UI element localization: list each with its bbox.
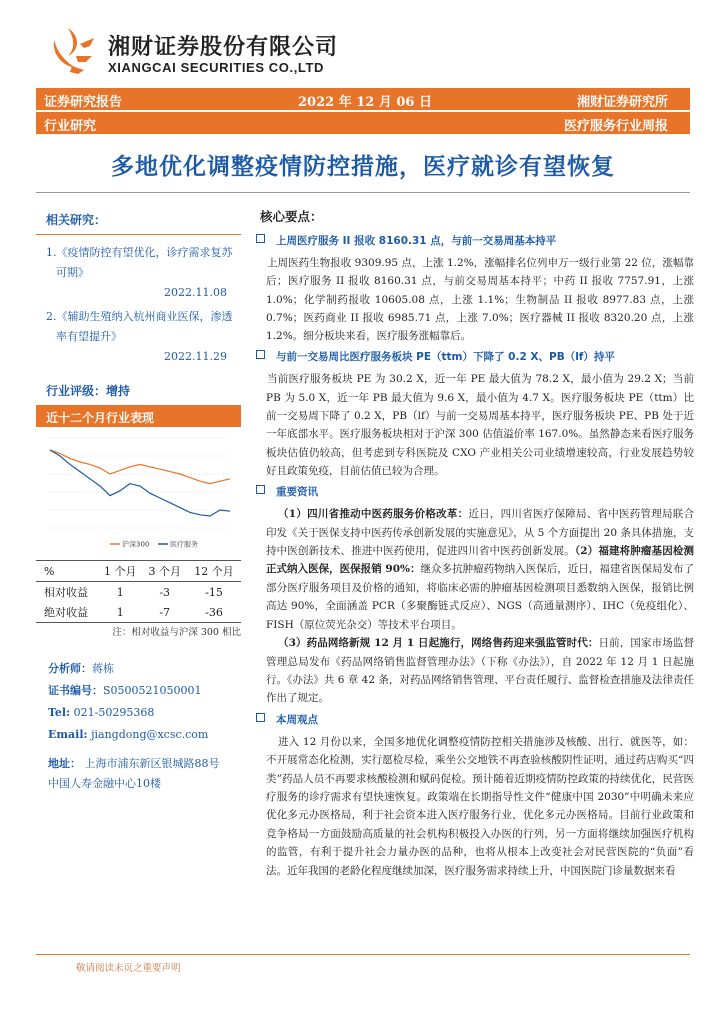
company-logo-icon — [50, 26, 96, 76]
news-paragraph — [254, 505, 694, 634]
table-cell: 绝对收益 — [36, 602, 98, 623]
page-title: 多地优化调整疫情防控措施，医疗就诊有望恢复 — [111, 154, 615, 180]
chart-grid — [50, 438, 230, 528]
table-cell: 1 — [116, 585, 124, 599]
news-title: （1）四川省推动中医药服务价格改革： — [278, 508, 469, 521]
email-address[interactable]: jiangdong@xcsc.com — [91, 728, 209, 741]
key-points-heading: 核心要点： — [260, 209, 323, 224]
section-title — [254, 349, 694, 364]
table-cell: -15 — [205, 585, 223, 599]
checkbox-square-icon — [256, 350, 265, 359]
section-title-text: 上周医疗服务 II 报收 8160.31 点，与前一交易周基本持平 — [276, 235, 557, 247]
tel-label: Tel: — [48, 706, 71, 719]
report-series: 医疗服务行业周报 — [563, 119, 668, 134]
main-content — [254, 205, 694, 880]
table-cell: -36 — [187, 602, 241, 623]
table-row — [36, 582, 241, 603]
table-note: 注：相对收益与沪深 300 相比 — [112, 627, 241, 638]
checkbox-square-icon — [256, 234, 265, 243]
institute-name: 湘财证券研究所 — [576, 95, 668, 110]
view-paragraph: 进入 12 月份以来，全国多地优化调整疫情防控相关措施涉及核酸、出行、就医等，如：不开展常态化检测，实行愿检尽检，乘坐公交地铁不再查验核酸阴性证明，通过药店购买“四类”药品人员不再要求核酸检测和赋码促检。预计随着近期疫情防控政策的持续优化，民营医疗服务的诊疗需求有望快速恢复。政策端在长期指导性文件“健康中国 2030”中明确未来应优化多元办医格局，利于社会资本进入医疗服务行业，优化多元办医格局。目前行业政策和竞争格局一方面鼓励高质量的社会机构积极投入办医的行列，另一方面将继续加强医疗机构的监管，有利于提升社会力量办医的品种，也将从根本上改变社会对民营医院的“负面”看法。近年我国的老龄化程度继续加深，医疗服务需求持续上升，中国医院门诊量数据来看 — [266, 735, 694, 877]
section-title-text: 本周观点 — [276, 713, 318, 726]
tel-row — [48, 702, 208, 724]
header-band-top — [36, 88, 690, 110]
industry-rating: 行业评级：增持 — [46, 384, 131, 398]
legend-label: 沪深300 — [122, 540, 150, 549]
analyst-name: 蒋栋 — [92, 662, 114, 675]
checkbox-square-icon — [256, 713, 265, 722]
table-cell: 相对收益 — [44, 586, 88, 599]
table-header-row — [36, 561, 241, 582]
performance-heading: 近十二个月行业表现 — [36, 405, 241, 427]
analyst-info — [48, 658, 208, 746]
news-title: （2）福建将肿瘤基因检测正式纳入医保，医保报销 90%： — [266, 545, 695, 576]
table-row — [36, 602, 241, 623]
footer-divider — [36, 954, 690, 955]
checkbox-square-icon — [256, 485, 265, 494]
section-title — [254, 484, 694, 499]
news-text: 近日，四川省医疗保障局、省中医药管理局联合印发《关于医保支持中医药传承创新发展的实施意见》，从 5 个方面提出 20 条具体措施，支持中医创新技术、推进中医药使用，促进四川省中医药创新发展。 — [266, 508, 695, 558]
report-type: 证券研究报告 — [44, 95, 123, 110]
chart-lines — [50, 450, 230, 516]
analyst-row — [48, 658, 208, 680]
sidebar — [36, 205, 241, 371]
header-band-bottom — [36, 112, 690, 134]
report-date: 2022 年 12 月 06 日 — [298, 95, 432, 110]
performance-chart — [40, 430, 240, 554]
tel-number: 021-50295368 — [73, 706, 155, 719]
address-line-2: 中国人寿金融中心10楼 — [48, 777, 161, 790]
related-link[interactable]: 1.《疫情防控有望优化，诊疗需求复苏可期》 — [46, 246, 233, 279]
table-header: 1 个月 — [98, 561, 142, 582]
company-name-en: XIANGCAI SECURITIES CO.,LTD — [108, 60, 325, 75]
company-name-cn: 湘财证券股份有限公司 — [108, 35, 339, 60]
performance-table — [36, 560, 241, 623]
series-line — [50, 450, 230, 516]
cert-number: S0500521050001 — [103, 684, 202, 697]
footer-disclaimer: 敬请阅读末页之重要声明 — [76, 963, 181, 974]
title-divider — [36, 192, 690, 193]
related-link[interactable]: 2.《辅助生殖纳入杭州商业医保，渗透率有望提升》 — [46, 310, 233, 343]
news-paragraph — [254, 634, 694, 708]
news-title: （3）药品网络新规 12 月 1 日起施行，网络售药迎来强监管时代： — [278, 637, 599, 650]
section-title — [254, 233, 694, 248]
email-label: Email: — [48, 728, 88, 741]
table-header: 12 个月 — [187, 561, 241, 582]
news-text: 日前，国家市场监督管理总局发布《药品网络销售监督管理办法》（下称《办法》），自 2022 年 12 月 1 日起施行。《办法》共 6 章 42 条，对药品网络销售管理、平台责任履行、监督检查措施及法律责任作出了规定。 — [266, 637, 694, 705]
address-info — [48, 754, 220, 794]
address-row — [48, 754, 220, 774]
address-label: 地址： — [48, 757, 81, 770]
report-category: 行业研究 — [44, 119, 97, 134]
address-line-1: 上海市浦东新区银城路88号 — [84, 757, 220, 770]
table-cell: -3 — [159, 585, 171, 599]
series-line — [50, 450, 230, 484]
table-header: 3 个月 — [142, 561, 186, 582]
related-research-heading: 相关研究： — [36, 205, 241, 235]
table-cell: -7 — [142, 602, 186, 623]
analyst-label: 分析师： — [48, 662, 92, 675]
legend-label: 医疗服务 — [170, 540, 198, 549]
email-row — [48, 724, 208, 746]
related-date: 2022.11.29 — [164, 350, 227, 363]
section-paragraph: 上周医药生物报收 9309.95 点，上涨 1.2%，涨幅排名位列申万一级行业第 22 位，涨幅靠后；医疗服务 II 报收 8160.31 点，与前交易周基本持平；中药 II 报收 7757.91，上涨 1.0%；化学制药报收 10605.08 点，上涨 1.1%；生物制品 II 报收 8977.83 点，上涨 0.7%；医药商业 II 报收 6985.71 点，上涨 7.0%；医疗器械 II 报收 8320.20 点，上涨 1.2%。细分板块来看，医疗服务涨幅靠后。 — [266, 257, 694, 343]
section-paragraph: 当前医疗服务板块 PE 为 30.2 X，近一年 PE 最大值为 78.2 X，最小值为 29.2 X；当前 PB 为 5.0 X，近一年 PB 最大值为 9.6 X，最小值为 4.7 X。医疗服务板块 PE（ttm）比前一交易周下降了 0.2 X，PB（lf）与前一交易周基本持平，医疗服务板块 PE、PB 处于近一年底部水平。医疗服务板块相对于沪深 300 估值溢价率 167.0%。虽然静态来看医疗服务板块估值仍较高，但考虑到专科医院及 CXO 产业相关公司业绩增速较高，行业发展趋势较好且政策免疫，目前估值已较为合理。 — [266, 373, 694, 477]
section-title-text: 重要资讯 — [276, 486, 318, 499]
company-logo — [36, 22, 396, 78]
cert-row — [48, 680, 208, 702]
related-date: 2022.11.08 — [164, 286, 227, 299]
table-cell: 1 — [98, 602, 142, 623]
section-title — [254, 712, 694, 727]
table-header: % — [36, 561, 98, 582]
cert-label: 证书编号： — [48, 684, 103, 697]
news-text: 继众多抗肿瘤药物纳入医保后，近日，福建省医保局发布了部分医疗服务项目及价格的通知，将临床必需的肿瘤基因检测项目悉数纳入医保，报销比例高达 90%，全面涵盖 PCR（多聚酶链式反应）、NGS（高通量测序）、IHC（免疫组化）、FISH（原位荧光杂交）等技术平台项目。 — [266, 563, 694, 631]
section-title-text: 与前一交易周比医疗服务板块 PE（ttm）下降了 0.2 X、PB（lf）持平 — [276, 351, 615, 364]
chart-legend — [110, 540, 198, 549]
